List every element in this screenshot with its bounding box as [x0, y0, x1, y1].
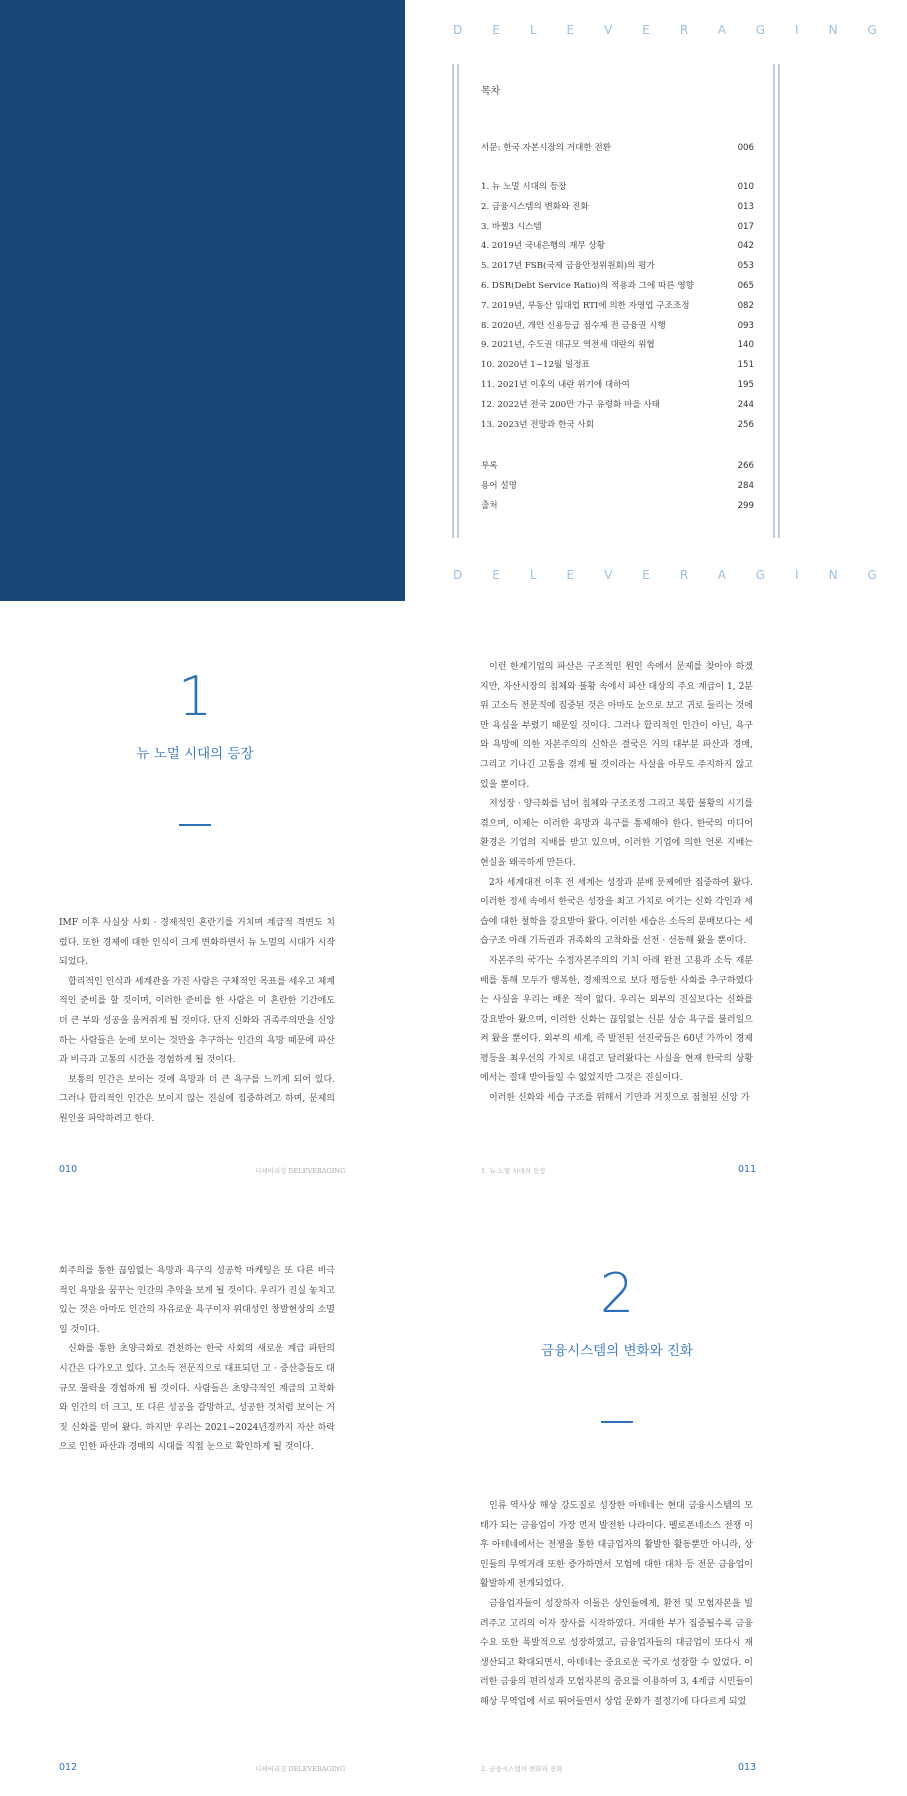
toc-entry-label: 11. 2021년 이후의 내란 위기에 대하여: [481, 380, 630, 390]
toc-entry-page: 244: [737, 399, 754, 410]
chapter-title: 금융시스템의 변화와 진화: [540, 1343, 694, 1359]
paragraph: 이러한 신화와 세습 구조를 위해서 기만과 거짓으로 점철된 신앙 가: [489, 1093, 750, 1104]
toc-entry[interactable]: [481, 180, 754, 194]
running-head: 2. 금융시스템의 변화와 진화: [481, 1765, 563, 1773]
toc-entry-page: 266: [737, 461, 754, 471]
toc-entry[interactable]: [481, 200, 754, 214]
toc-title: 목차: [481, 86, 501, 97]
toc-entry[interactable]: [481, 499, 754, 513]
toc-entry[interactable]: [481, 259, 754, 273]
toc-entry-page: 140: [737, 340, 754, 351]
paragraph: 신화를 통한 초양극화로 견천하는 한국 사회의 새로운 계급 파탄의 시간은 다가오고 있다. 고소득 전문직으로 대표되던 고 · 중산층들도 대규모 몰락을 경험하게 될 것이다. 사람들은 초양극적인 계급의 고착화와 인간의 더 크고, 또 다른 성공을 갈망하고, 성공한 것처럼 보이는 거짓 신화를 믿어 왔다. 하지만 우리는 2021~2024년경까지 자산 하락으로 인한 파산과 경매의 시대를 직접 눈으로 확인하게 될 것이다.: [59, 1344, 335, 1453]
page-number: 010: [59, 1164, 78, 1175]
toc-entry[interactable]: [481, 220, 754, 234]
toc-entry[interactable]: [481, 418, 754, 432]
body-text-page-013: [480, 1497, 753, 1713]
body-text-page-011: [480, 658, 753, 1109]
toc-entry-label: 10. 2020년 1~12월 일정표: [481, 360, 590, 371]
paragraph: 보통의 인간은 보이는 것에 욕망과 더 큰 욕구를 느끼게 되어 있다. 그러나 합리적인 인간은 보이지 않는 진실에 집중하려고 하며, 문제의 원인을 파악하려고 한다.: [59, 1074, 335, 1124]
toc-entry-page: 284: [737, 480, 754, 491]
toc-right-rule-inner: [773, 64, 775, 538]
chapter-title: 뉴 노멀 시대의 등장: [136, 746, 254, 762]
body-text-page-010: [59, 914, 335, 1130]
toc-entry-page: 010: [737, 182, 754, 192]
chapter-title-rule: [601, 1421, 633, 1423]
spaced-wordmark-top: DELEVERAGING: [453, 23, 907, 37]
toc-entry-label: 2. 금융시스템의 변화와 진화: [481, 201, 589, 212]
toc-entry[interactable]: [481, 398, 754, 412]
toc-entry[interactable]: [481, 141, 754, 155]
paragraph: 2차 세계대전 이후 전 세계는 성장과 분배 문제에만 집중하여 왔다. 이러한 정세 속에서 한국은 성장을 최고 가치로 여기는 신화 각인과 세습에 대한 철학을 강요받아 왔다. 이러한 세습은 소득의 분배보다는 세습구조 아래 기득권과 귀족화의 고착화를 선전 · 선동해 왔을 뿐이다.: [480, 877, 753, 947]
toc-entry-page: 065: [737, 281, 754, 291]
toc-entry-page: 195: [737, 380, 754, 390]
toc-entry-label: 13. 2023년 전망과 한국 사회: [481, 419, 594, 430]
toc-entry-page: 042: [737, 241, 754, 252]
running-head: 디레버리징 DELEVERAGING: [255, 1167, 346, 1175]
toc-entry-page: 256: [737, 419, 754, 430]
body-text-page-012: [59, 1262, 335, 1458]
toc-entry-page: 093: [737, 320, 754, 331]
toc-entry-label: 부록: [481, 461, 498, 471]
page-number: 013: [738, 1762, 757, 1773]
toc-entry-page: 013: [737, 201, 754, 212]
toc-right-rule-outer: [778, 64, 780, 538]
running-head: 디레버리징 DELEVERAGING: [255, 1765, 346, 1773]
toc-entry[interactable]: [481, 459, 754, 473]
toc-entry-label: 7. 2019년, 부동산 임대업 RTI에 의한 자영업 구조조정: [481, 300, 690, 311]
toc-entry-label: 출처: [481, 500, 498, 511]
toc-entry-page: 006: [737, 143, 754, 153]
running-head: 1. 뉴 노멀 시대의 등장: [481, 1167, 546, 1175]
toc-entry-label: 6. DSR(Debt Service Ratio)의 적용과 그에 따른 영향: [481, 281, 694, 291]
page-number: 011: [738, 1164, 757, 1175]
toc-entry[interactable]: [481, 378, 754, 392]
toc-entry-label: 5. 2017년 FSB(국제 금융안정위원회)의 평가: [481, 261, 655, 272]
toc-entry-page: 151: [737, 360, 754, 371]
toc-entry-page: 053: [737, 261, 754, 272]
toc-entry[interactable]: [481, 279, 754, 293]
toc-entry-label: 4. 2019년 국내은행의 재무 상황: [481, 241, 606, 252]
paragraph: 회주의를 통한 끊임없는 욕망과 욕구의 성공학 마케팅은 또 다른 비극적인 욕망을 꿈꾸는 인간의 추악을 보게 될 것이다. 우리가 진실 놓치고 있는 것은 아마도 인간의 자유로운 욕구이자 위대성인 창발현상의 소멸일 것이다.: [59, 1266, 335, 1335]
cover-color-panel: [0, 0, 405, 601]
toc-entry-page: 082: [737, 300, 754, 311]
toc-entry-label: 서문: 한국 자본시장의 거대한 전환: [481, 143, 612, 153]
page-number: 012: [59, 1762, 78, 1773]
toc-entry[interactable]: [481, 479, 754, 493]
toc-entry-label: 8. 2020년, 개인 신용등급 점수제 전 금융권 시행: [481, 320, 666, 331]
chapter-title-rule: [179, 824, 211, 826]
toc-entry[interactable]: [481, 239, 754, 253]
chapter-number: 2: [599, 1262, 635, 1325]
toc-entry-label: 1. 뉴 노멀 시대의 등장: [481, 182, 567, 192]
toc-entry[interactable]: [481, 319, 754, 333]
paragraph: 자본주의 국가는 수정자본주의의 기치 아래 완전 고용과 소득 재분배를 통해 모두가 행복한, 경제적으로 보다 평등한 사회를 추구하였다는 사실을 우리는 배운 적이 없다. 우리는 외부의 진실보다는 신화를 강요받아 왔으며, 이러한 신화는 끊임없는 신분 상승 욕구를 불러일으켜 왔을 뿐이다. 외부의 세계, 즉 발전된 선진국들은 60년 가까이 경제 평등을 최우선의 가치로 내걸고 달려왔다는 사실을 현재 한국의 상황에서는 절대 받아들일 수 없었지만 그것은 진실이다.: [480, 955, 753, 1084]
paragraph: 금융업자들이 성장하자 이들은 상인들에게, 환전 및 모험자본을 빌려주고 고리의 이자 장사를 시작하였다. 거대한 부가 집중될수록 금융 수요 또한 폭발적으로 성장하였고, 금융업자들의 대금업이 또다시 재생산되고 확대되면서, 아테네는 중요로운 국가로 성장할 수 있었다. 이러한 금융의 편리성과 모험자본의 중요를 이용하여 3, 4계급 시민들이 해상 무역업에 서로 뛰어들면서 상업 문화가 절정기에 다다르게 되었: [480, 1598, 753, 1707]
toc-entry-page: 017: [737, 221, 754, 232]
toc-entry-page: 299: [737, 500, 754, 511]
paragraph: IMF 이후 사실상 사회 · 경제적인 혼란기를 거치며 계급적 격변도 치렀다. 또한 경제에 대한 인식이 크게 변화하면서 뉴 노멀의 시대가 시작되었다.: [59, 918, 335, 968]
toc-entry-label: 12. 2022년 전국 200만 가구 유령화 마을 사태: [481, 399, 660, 410]
paragraph: 인류 역사상 해상 강도질로 성장한 아테네는 현대 금융시스템의 모태가 되는 금융업이 가장 먼저 발전한 나라이다. 펠로폰네소스 전쟁 이후 아테네에서는 전쟁을 통한 대금업자의 활발한 활동뿐만 아니라, 상인들의 무역거래 또한 증가하면서 모험에 대한 대차 등 전문 금융업이 활발하게 전개되었다.: [480, 1501, 753, 1590]
paragraph: 저성장 · 양극화를 넘어 침체와 구조조정 그리고 복합 불황의 시기를 겪으며, 이제는 이러한 욕망과 욕구를 통제해야 한다. 한국의 미디어 환경은 기업의 지배를 받고 있으며, 이러한 기업에 의한 언론 지배는 현실을 왜곡하게 만든다.: [480, 799, 753, 868]
toc-left-rule-inner: [457, 64, 459, 538]
toc-left-rule-outer: [452, 64, 454, 538]
toc-entry-label: 3. 바젤3 시스템: [481, 221, 542, 232]
toc-entry[interactable]: [481, 299, 754, 313]
paragraph: 합리적인 인식과 세계관을 가진 사람은 구체적인 목표를 세우고 체계적인 준비를 할 것이며, 이러한 준비를 한 사람은 이 혼란한 기간에도 더 큰 부와 성공을 움켜쥐게 될 것이다. 단지 신화와 귀족주의만을 신앙하는 사람들은 눈에 보이는 것만을 추구하는 인간의 욕망 때문에 파산과 비극과 고통의 시간을 경험하게 될 것이다.: [59, 976, 335, 1066]
toc-entry-label: 용어 설명: [481, 480, 517, 491]
toc-entry[interactable]: [481, 338, 754, 352]
paragraph: 이런 한계기업의 파산은 구조적인 원인 속에서 문제를 찾아야 하겠지만, 자산시장의 침체와 불황 속에서 파산 대상의 주요 계급이 1, 2분위 고소득 전문직에 집중된 것은 아마도 눈으로 보고 귀로 들리는 것에만 욕심을 부렸기 때문일 것이다. 그러나 합리적인 인간이 아닌, 욕구와 욕망에 의한 자본주의의 신학은 결국은 거의 대부분 파산과 경매, 그리고 기나긴 고통을 겪게 될 것이라는 사실을 아무도 주지하지 않고 있을 뿐이다.: [480, 662, 753, 790]
chapter-number: 1: [177, 665, 213, 728]
toc-entry[interactable]: [481, 358, 754, 372]
spaced-wordmark-bottom: DELEVERAGING: [453, 568, 907, 582]
toc-entry-label: 9. 2021년, 수도권 대규모 역전세 대란의 위협: [481, 340, 655, 351]
